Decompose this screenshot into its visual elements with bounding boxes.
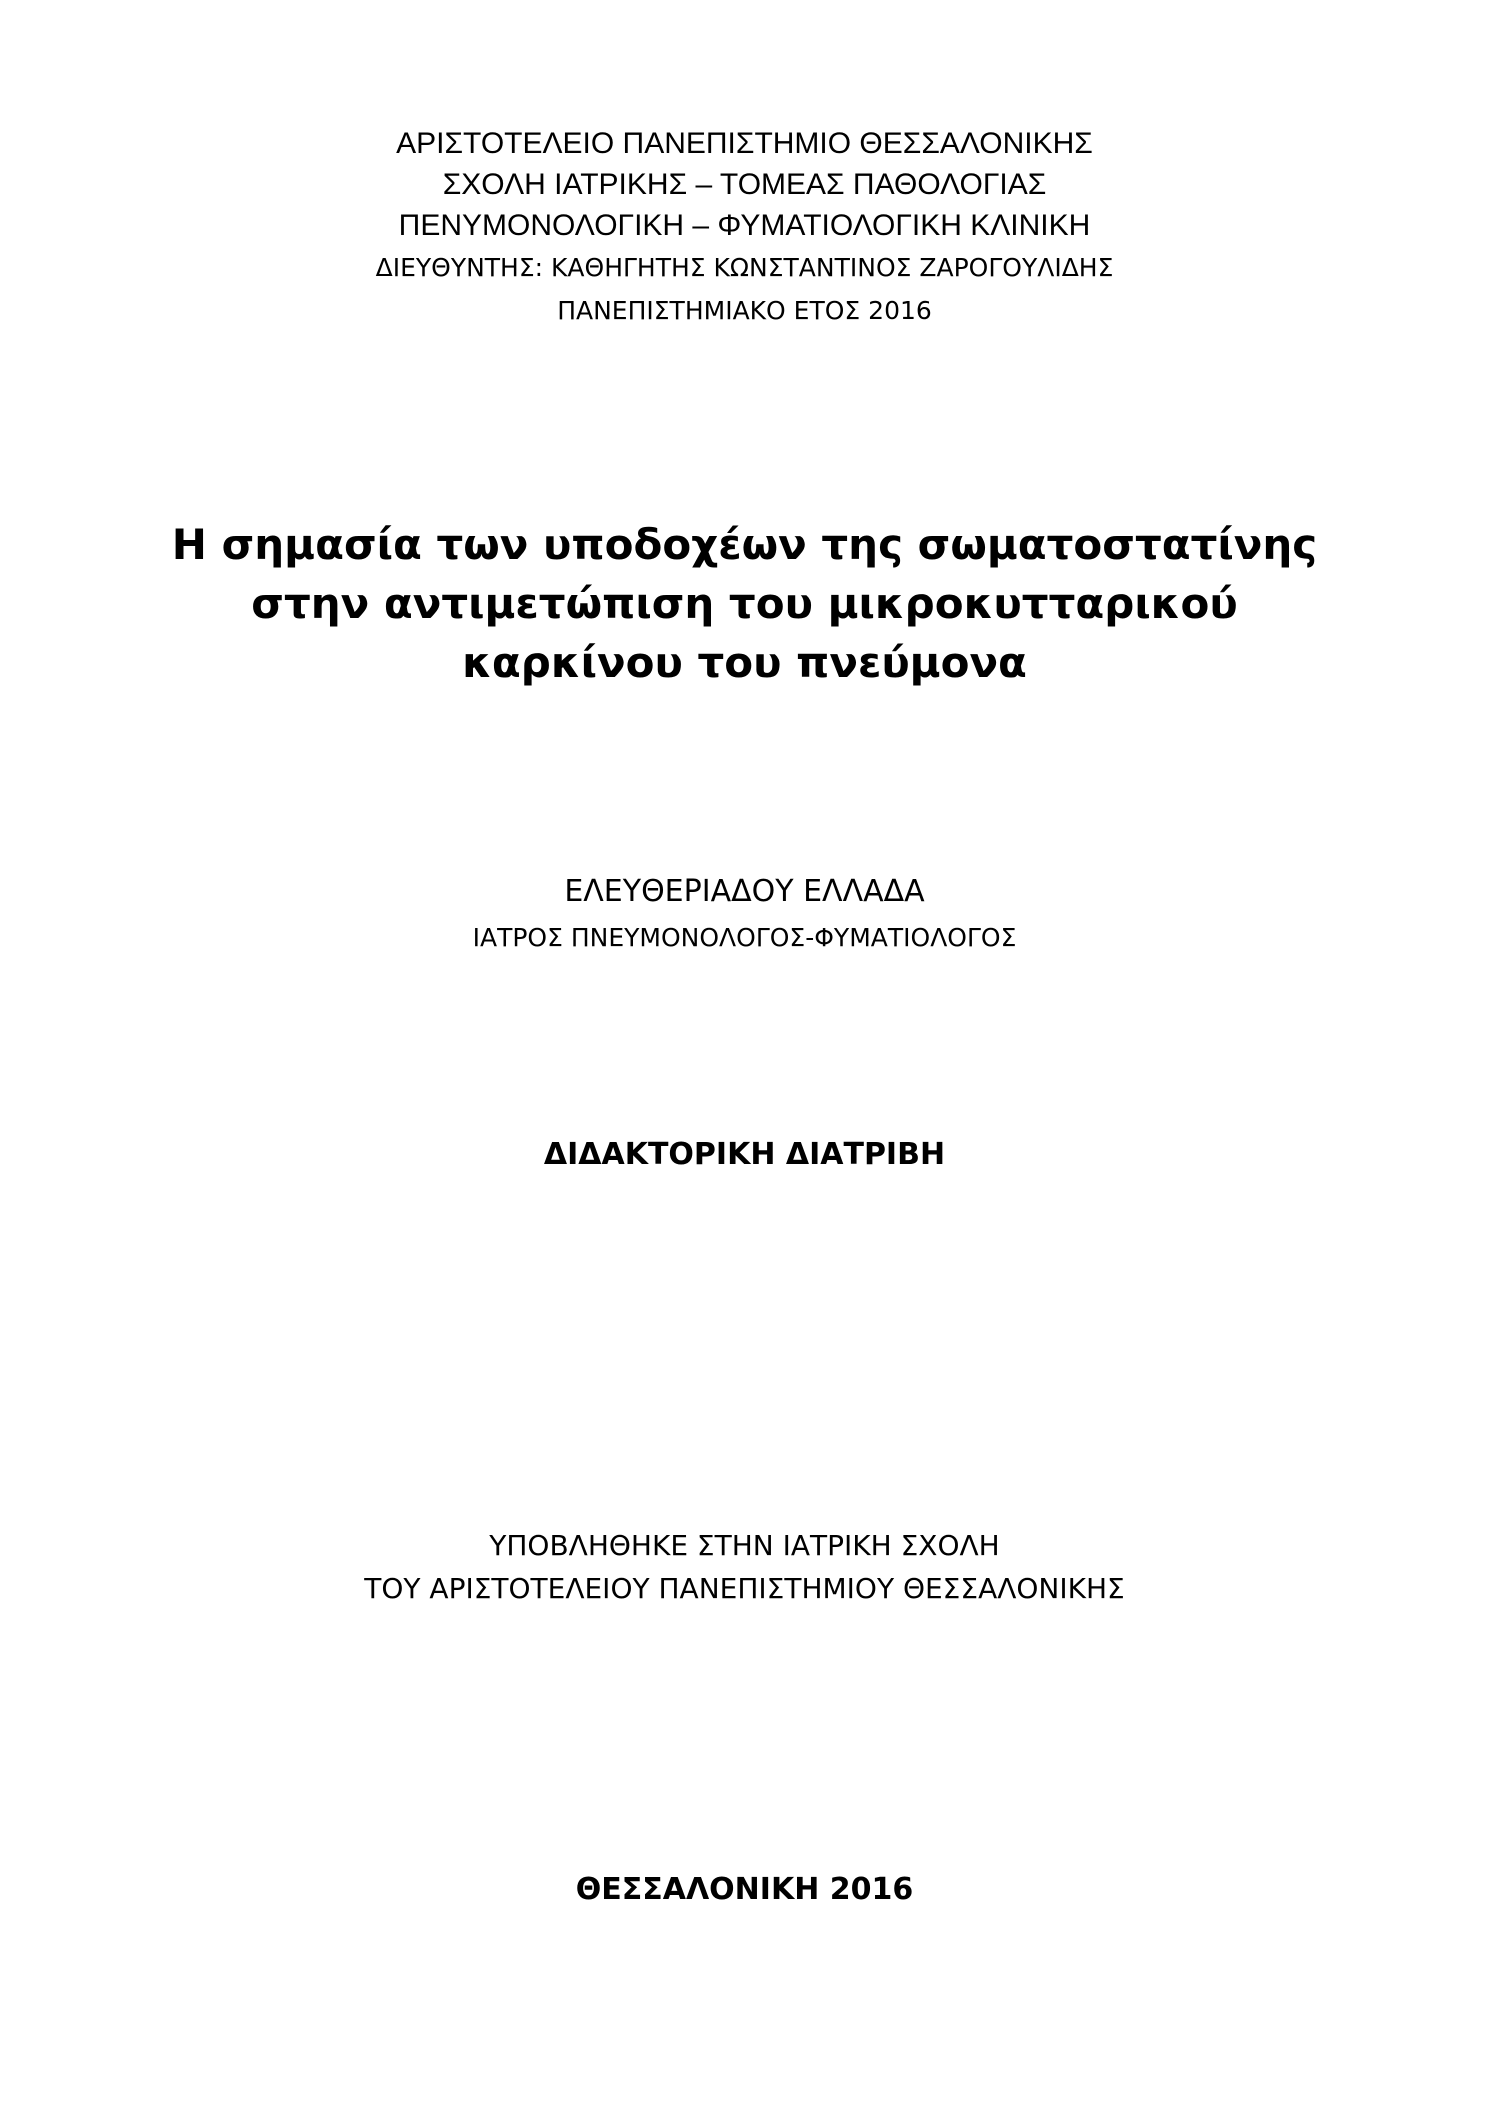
place-and-year: ΘΕΣΣΑΛΟΝΙΚΗ 2016 [575, 1872, 914, 1907]
school-name: ΣΧΟΛΗ ΙΑΤΡΙΚΗΣ – ΤΟΜΕΑΣ ΠΑΘΟΛΟΓΙΑΣ [442, 168, 1047, 201]
submission-line-1: ΥΠΟΒΛΗΘΗΚΕ ΣΤΗΝ ΙΑΤΡΙΚΗ ΣΧΟΛΗ [489, 1529, 1000, 1562]
author-role: ΙΑΤΡΟΣ ΠΝΕΥΜΟΝΟΛΟΓΟΣ-ΦΥΜΑΤΙΟΛΟΓΟΣ [472, 923, 1017, 952]
director-line: ΔΙΕΥΘΥΝΤΗΣ: ΚΑΘΗΓΗΤΗΣ ΚΩΝΣΤΑΝΤΙΝΟΣ ΖΑΡΟΓΟΥΛΙΔΗΣ [375, 253, 1114, 282]
submission-line-2: ΤΟΥ ΑΡΙΣΤΟΤΕΛΕΙΟΥ ΠΑΝΕΠΙΣΤΗΜΙΟΥ ΘΕΣΣΑΛΟΝΙΚΗΣ [364, 1572, 1125, 1605]
document-type: ΔΙΔΑΚΤΟΡΙΚΗ ΔΙΑΤΡΙΒΗ [543, 1137, 946, 1172]
title-line-3: καρκίνου του πνεύμονα [462, 638, 1027, 687]
title-line-2: στην αντιμετώπιση του μικροκυτταρικού [251, 579, 1238, 628]
clinic-name: ΠΕΝΥΜΟΝΟΛΟΓΙΚΗ – ΦΥΜΑΤΙΟΛΟΓΙΚΗ ΚΛΙΝΙΚΗ [398, 209, 1091, 242]
title-line-1: Η σημασία των υποδοχέων της σωματοστατίνης [171, 520, 1318, 569]
university-name: ΑΡΙΣΤΟΤΕΛΕΙΟ ΠΑΝΕΠΙΣΤΗΜΙΟ ΘΕΣΣΑΛΟΝΙΚΗΣ [396, 127, 1093, 160]
author-name: ΕΛΕΥΘΕΡΙΑΔΟΥ ΕΛΛΑΔΑ [564, 874, 925, 909]
academic-year: ΠΑΝΕΠΙΣΤΗΜΙΑΚΟ ΕΤΟΣ 2016 [557, 296, 932, 325]
